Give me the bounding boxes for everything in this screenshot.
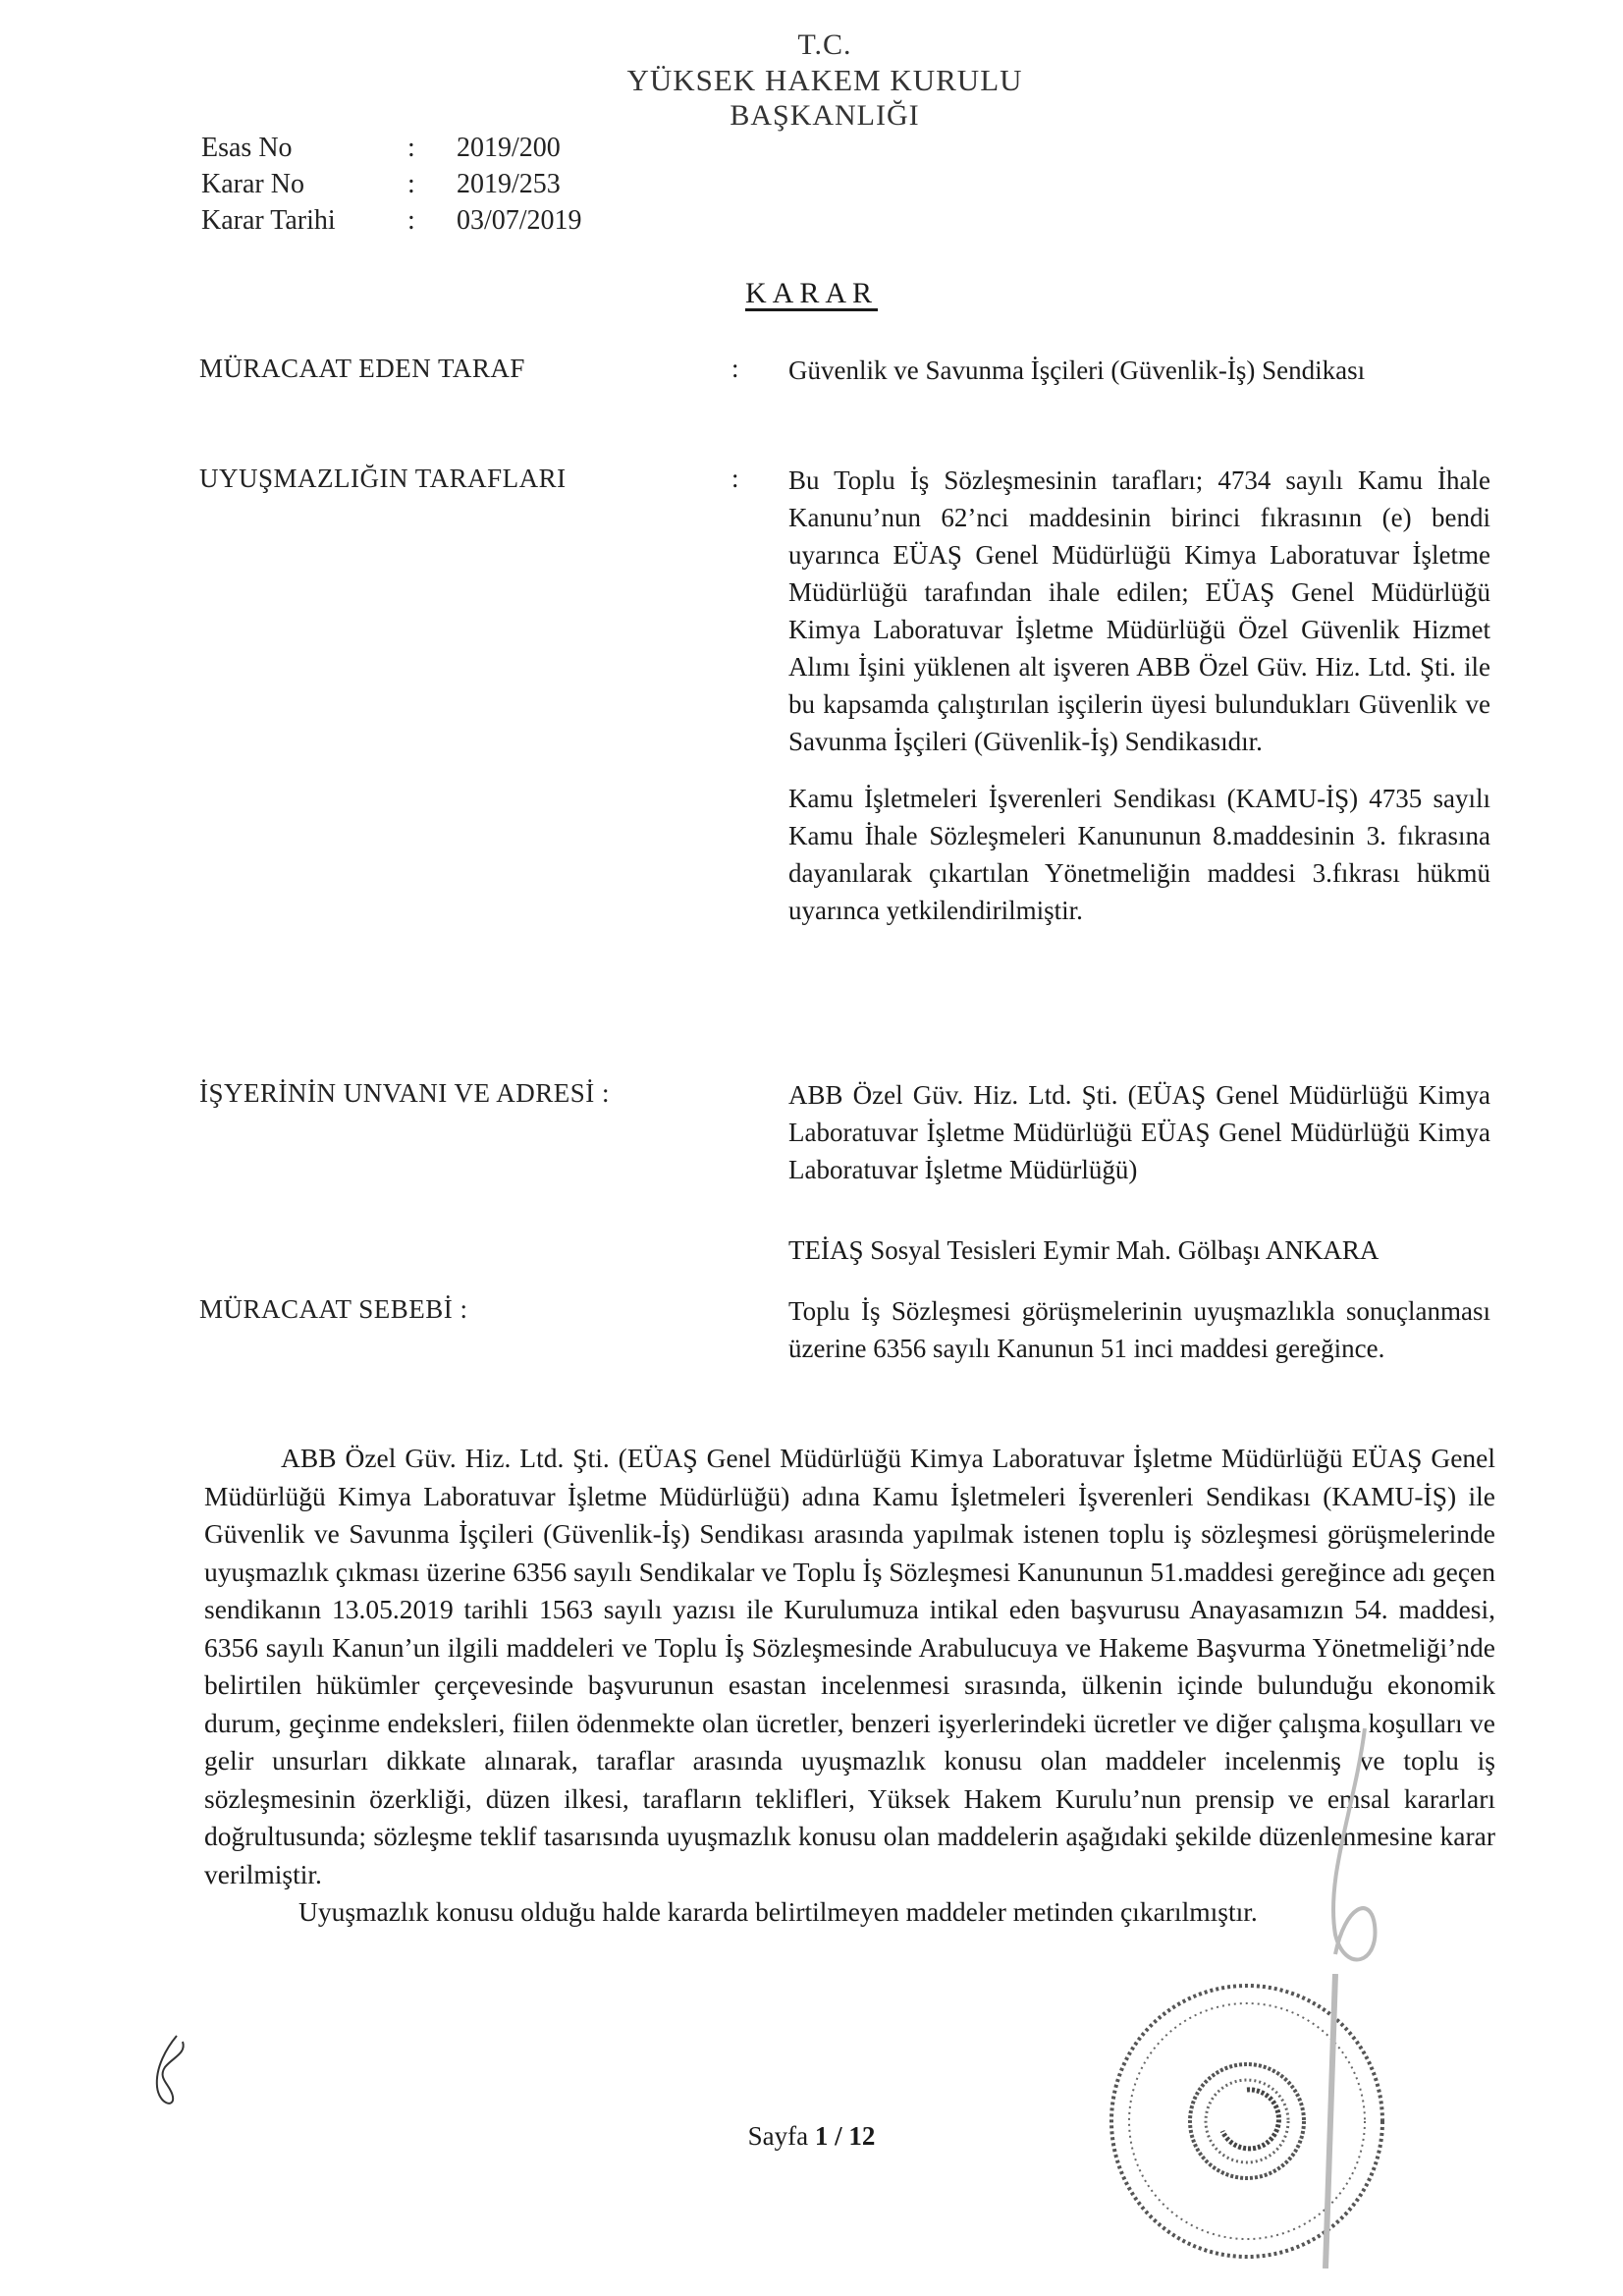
document-title [0, 277, 1623, 310]
title-text: KARAR [744, 277, 878, 309]
meta-value: 03/07/2019 [457, 205, 582, 236]
meta-row-karar [201, 166, 582, 202]
meta-label: Karar Tarihi [201, 205, 336, 236]
applicant-value: Güvenlik ve Savunma İşçileri (Güvenlik-İş) Sendikası [788, 355, 1366, 385]
signature-mark [147, 2028, 196, 2116]
header-tc: T.C. [797, 28, 852, 61]
page-number [0, 2121, 1623, 2152]
meta-colon: : [407, 133, 415, 163]
meta-label: Esas No [201, 133, 293, 163]
meta-row-esas [201, 130, 582, 166]
parties-colon: : [731, 464, 739, 493]
reason-label: MÜRACAAT SEBEBİ : [199, 1294, 468, 1324]
workplace-value [788, 1076, 1490, 1269]
parties-value [788, 462, 1490, 929]
body-paragraph-2: Uyuşmazlık konusu olduğu halde kararda belirtilmeyen maddeler metinden çıkarılmıştır. [298, 1896, 1258, 1927]
body-paragraph-1: ABB Özel Güv. Hiz. Ltd. Şti. (EÜAŞ Genel Müdürlüğü Kimya Laboratuvar İşletme Müdürlüğü EÜAŞ Genel Müdürlüğü Kimya Laboratuvar İşletme Müdürlüğü) adına Kamu İşletmeleri İşverenleri Sendikası (KAMU-İŞ) ile Güvenlik ve Savunma İşçileri (Güvenlik-İş) Sendikası arasında yapılmak istenen toplu iş sözleşmesi görüşmelerinde uyuşmazlık çıkması üzerine 6356 sayılı Sendikalar ve Toplu İş Sözleşmesi Kanununun 51.maddesi gereğince adı geçen sendikanın 13.05.2019 tarihli 1563 sayılı yazısı ile Kurulumuza intikal eden başvurusu Anayasamızın 54. maddesi, 6356 sayılı Kanun’un ilgili maddeleri ve Toplu İş Sözleşmesinde Arabulucuya ve Hakeme Başvurma Yönetmeliği’nde belirtilen hükümler çerçevesinde başvurunun esastan incelenmesi sırasında, ülkenin içinde bulunduğu ekonomik durum, geçinme endeksleri, fiilen ödenmekte olan ücretler, benzeri işyerlerindeki ücretler ve diğer çalışma koşulları ve gelir unsurları dikkate alınarak, taraflar arasında uyuşmazlık konusu olan maddeler incelenmiş ve toplu iş sözleşmesinin özerkliği, düzen ilkesi, tarafların teklifleri, Yüksek Hakem Kurulu’nun prensip ve emsal kararları doğrultusunda; sözleşme teklif tasarısında uyuşmazlık konusu olan maddelerin aşağıdaki şekilde düzenlenmesine karar verilmiştir. [204, 1443, 1495, 1889]
applicant-label: MÜRACAAT EDEN TARAF [199, 354, 525, 383]
signature-stroke [1306, 1728, 1384, 1984]
reason-value: Toplu İş Sözleşmesi görüşmelerinin uyuşmazlıkla sonuçlanması üzerine 6356 sayılı Kanunun 51 inci maddesi gereğince. [788, 1296, 1490, 1363]
page-prefix: Sayfa [747, 2121, 815, 2151]
header-presidency: BAŞKANLIĞI [730, 99, 920, 132]
meta-colon: : [407, 169, 415, 199]
parties-label: UYUŞMAZLIĞIN TARAFLARI [199, 464, 567, 493]
header-institution: YÜKSEK HAKEM KURULU [626, 63, 1023, 97]
applicant-colon: : [731, 354, 739, 383]
meta-value: 2019/253 [457, 169, 561, 199]
parties-paragraph-2: Kamu İşletmeleri İşverenleri Sendikası (KAMU-İŞ) 4735 sayılı Kamu İhale Sözleşmeleri Kanununun 8.maddesinin 3. fıkrasına dayanılarak çıkartılan Yönetmeliğin maddesi 3.fıkrası hükmü uyarınca yetkilendirilmiştir. [788, 784, 1490, 925]
meta-value: 2019/200 [457, 133, 561, 163]
meta-row-tarih [201, 202, 582, 239]
parties-paragraph-1: Bu Toplu İş Sözleşmesinin tarafları; 4734 sayılı Kamu İhale Kanunu’nun 62’nci maddesinin birinci fıkrasının (e) bendi uyarınca EÜAŞ Genel Müdürlüğü Kimya Laboratuvar İşletme Müdürlüğü tarafından ihale edilen; EÜAŞ Genel Müdürlüğü Kimya Laboratuvar İşletme Müdürlüğü Özel Güvenlik Hizmet Alımı İşini yüklenen alt işveren ABB Özel Güv. Hiz. Ltd. Şti. ile bu kapsamda çalıştırılan işçilerin üyesi bulundukları Güvenlik ve Savunma İşçileri (Güvenlik-İş) Sendikasıdır. [788, 465, 1490, 756]
page-count: 1 / 12 [814, 2121, 876, 2151]
decision-body [204, 1440, 1495, 1932]
workplace-label: İŞYERİNİN UNVANI VE ADRESİ : [199, 1078, 611, 1108]
meta-colon: : [407, 205, 415, 236]
workplace-address: TEİAŞ Sosyal Tesisleri Eymir Mah. Gölbaşı ANKARA [788, 1235, 1380, 1265]
meta-label: Karar No [201, 169, 304, 199]
case-meta [201, 130, 582, 239]
workplace-name: ABB Özel Güv. Hiz. Ltd. Şti. (EÜAŞ Genel Müdürlüğü Kimya Laboratuvar İşletme Müdürlüğü EÜAŞ Genel Müdürlüğü Kimya Laboratuvar İşletme Müdürlüğü) [788, 1080, 1490, 1184]
